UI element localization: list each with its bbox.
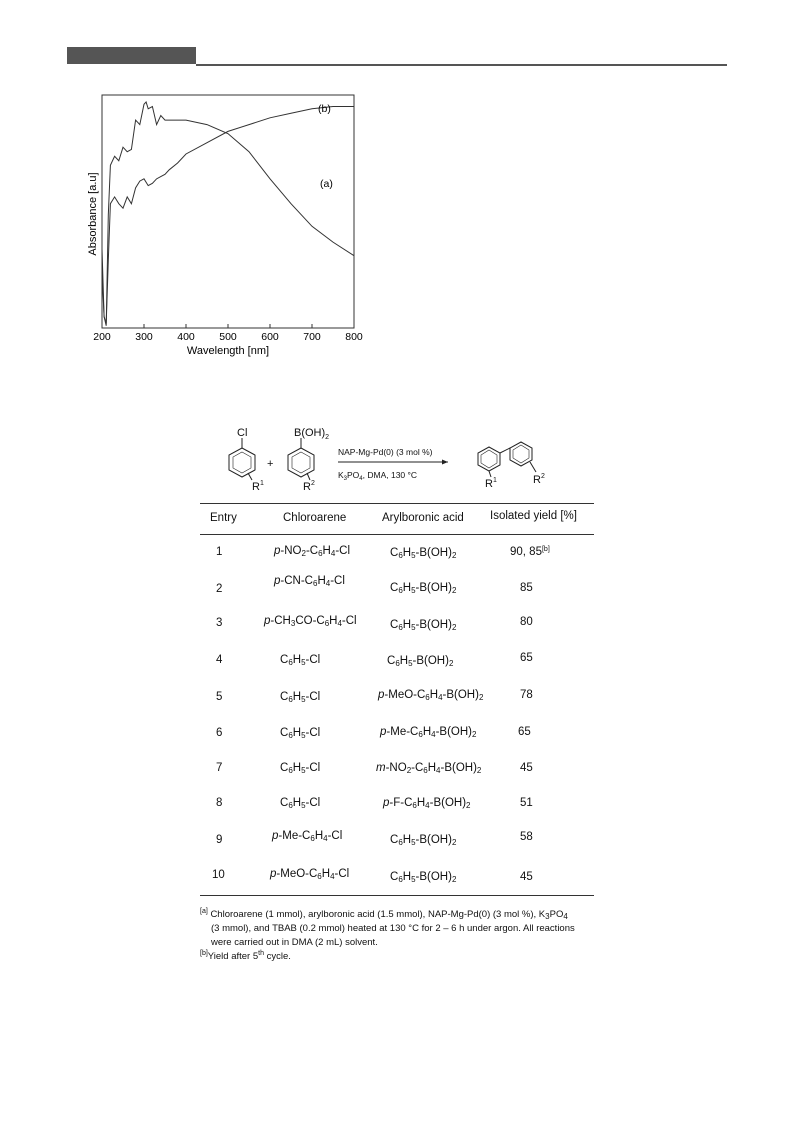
col-header-yield: Isolated yield [%] [490,510,577,522]
entry-9: 9 [216,834,223,846]
boronic-3: $C_6H_5-B(OH)_2$ [390,619,457,632]
boronic-8: $p-F-C_6H_4-B(OH)_2$ [383,797,471,810]
x-tick-label-500: 500 [219,331,237,343]
svg-text:B(OH)2: $B(OH)_2$ [294,427,330,441]
header-block [67,47,196,64]
entry-6: 6 [216,727,223,739]
col-header-entry: Entry [210,512,237,524]
series-lines [102,102,354,326]
chloroarene-7: $C_6H_5-Cl$ [280,762,321,775]
boronic-5: $p-MeO-C_6H_4-B(OH)_2$ [378,689,484,702]
yield-5: 78 [520,689,533,701]
series-line-a [102,107,354,324]
bottom-rule [200,895,594,896]
series-label-b: (b) [318,103,331,115]
x-tick-label-800: 800 [345,331,363,343]
chloroarene-4: $C_6H_5-Cl$ [280,654,321,667]
yield-3: 80 [520,616,533,628]
chloroarene-6: $C_6H_5-Cl$ [280,727,321,740]
arylboronic-acid-structure [288,427,329,493]
y-axis-label: Absorbance [a.u] [87,172,99,256]
yield-7: 45 [520,762,533,774]
svg-text:R2: $R^2$ [533,473,545,486]
footnote-b: [b]Yield after 5th cycle. [200,950,291,962]
yield-10: 45 [520,871,533,883]
entry-10: 10 [212,869,225,881]
yield-9: 58 [520,831,533,843]
chloroarene-structure [229,427,264,493]
boronic-10: $C_6H_5-B(OH)_2$ [390,871,457,884]
x-tick-label-200: 200 [93,331,111,343]
x-tick-label-600: 600 [261,331,279,343]
boronic-9: $C_6H_5-B(OH)_2$ [390,834,457,847]
boronic-4: $C_6H_5-B(OH)_2$ [387,655,454,668]
x-axis-ticks [93,324,363,343]
entry-3: 3 [216,617,223,629]
chloroarene-2: $p-CN-C_6H_4-Cl$ [274,575,345,588]
conditions-label: $K_3PO_4$, DMA, 130 °C [338,470,418,482]
yield-1: 90, 85[b] [510,546,550,558]
yield-2: 85 [520,582,533,594]
boronic-2: $C_6H_5-B(OH)_2$ [390,582,457,595]
entry-5: 5 [216,691,223,703]
boronic-6: $p-Me-C_6H_4-B(OH)_2$ [380,726,477,739]
x-tick-label-700: 700 [303,331,321,343]
table-footnotes: [a] Chloroarene (1 mmol), arylboronic acid (1.5 mmol), NAP-Mg-Pd(0) (3 mol %), $K_3PO_4$ (3 mmol), and TBAB (0.2 mmol) heated at 130 °C for 2 – 6 h under argon. All reactions were carried out in DMA (2 mL) solvent. [b]Yield after 5th cycle. [200,908,600,964]
absorbance-chart [82,92,372,362]
series-label-a: (a) [320,178,333,190]
plus-sign: + [267,458,274,470]
entry-8: 8 [216,797,223,809]
boronic-7: $m-NO_2-C_6H_4-B(OH)_2$ [376,762,482,775]
yield-4: 65 [520,652,533,664]
yield-8: 51 [520,797,533,809]
plot-frame [102,95,354,328]
biphenyl-product-structure [478,442,545,490]
header-rule [196,64,727,66]
chloroarene-9: $p-Me-C_6H_4-Cl$ [272,830,343,843]
x-tick-label-400: 400 [177,331,195,343]
chloroarene-8: $C_6H_5-Cl$ [280,797,321,810]
reaction-scheme [200,420,600,500]
yield-6: 65 [518,726,531,738]
entry-7: 7 [216,762,223,774]
col-header-arylboronic: Arylboronic acid [382,512,464,524]
svg-text:R1: $R^1$ [252,480,264,493]
cl-label: Cl [237,427,248,439]
chloroarene-3: $p-CH_3CO-C_6H_4-Cl$ [264,615,357,628]
chloroarene-1: $p-NO_2-C_6H_4-Cl$ [274,545,351,558]
footnote-a: [a] Chloroarene (1 mmol), arylboronic acid (1.5 mmol), NAP-Mg-Pd(0) (3 mol %), $K_3PO_4$ [200,908,568,921]
chloroarene-5: $C_6H_5-Cl$ [280,691,321,704]
svg-text:R1: $R^1$ [485,477,497,490]
entry-4: 4 [216,654,223,666]
series-line-b [102,102,354,326]
chloroarene-10: $p-MeO-C_6H_4-Cl$ [270,868,350,881]
entry-1: 1 [216,546,223,558]
col-header-chloroarene: Chloroarene [283,512,347,524]
top-rule [200,503,594,504]
x-tick-label-300: 300 [135,331,153,343]
boronic-1: $C_6H_5-B(OH)_2$ [390,547,457,560]
svg-text:R2: $R^2$ [303,480,315,493]
x-axis-label: Wavelength [nm] [186,345,270,357]
header-rule [200,534,594,535]
entry-2: 2 [216,583,223,595]
catalyst-label: NAP-Mg-Pd(0) (3 mol %) [338,447,433,457]
